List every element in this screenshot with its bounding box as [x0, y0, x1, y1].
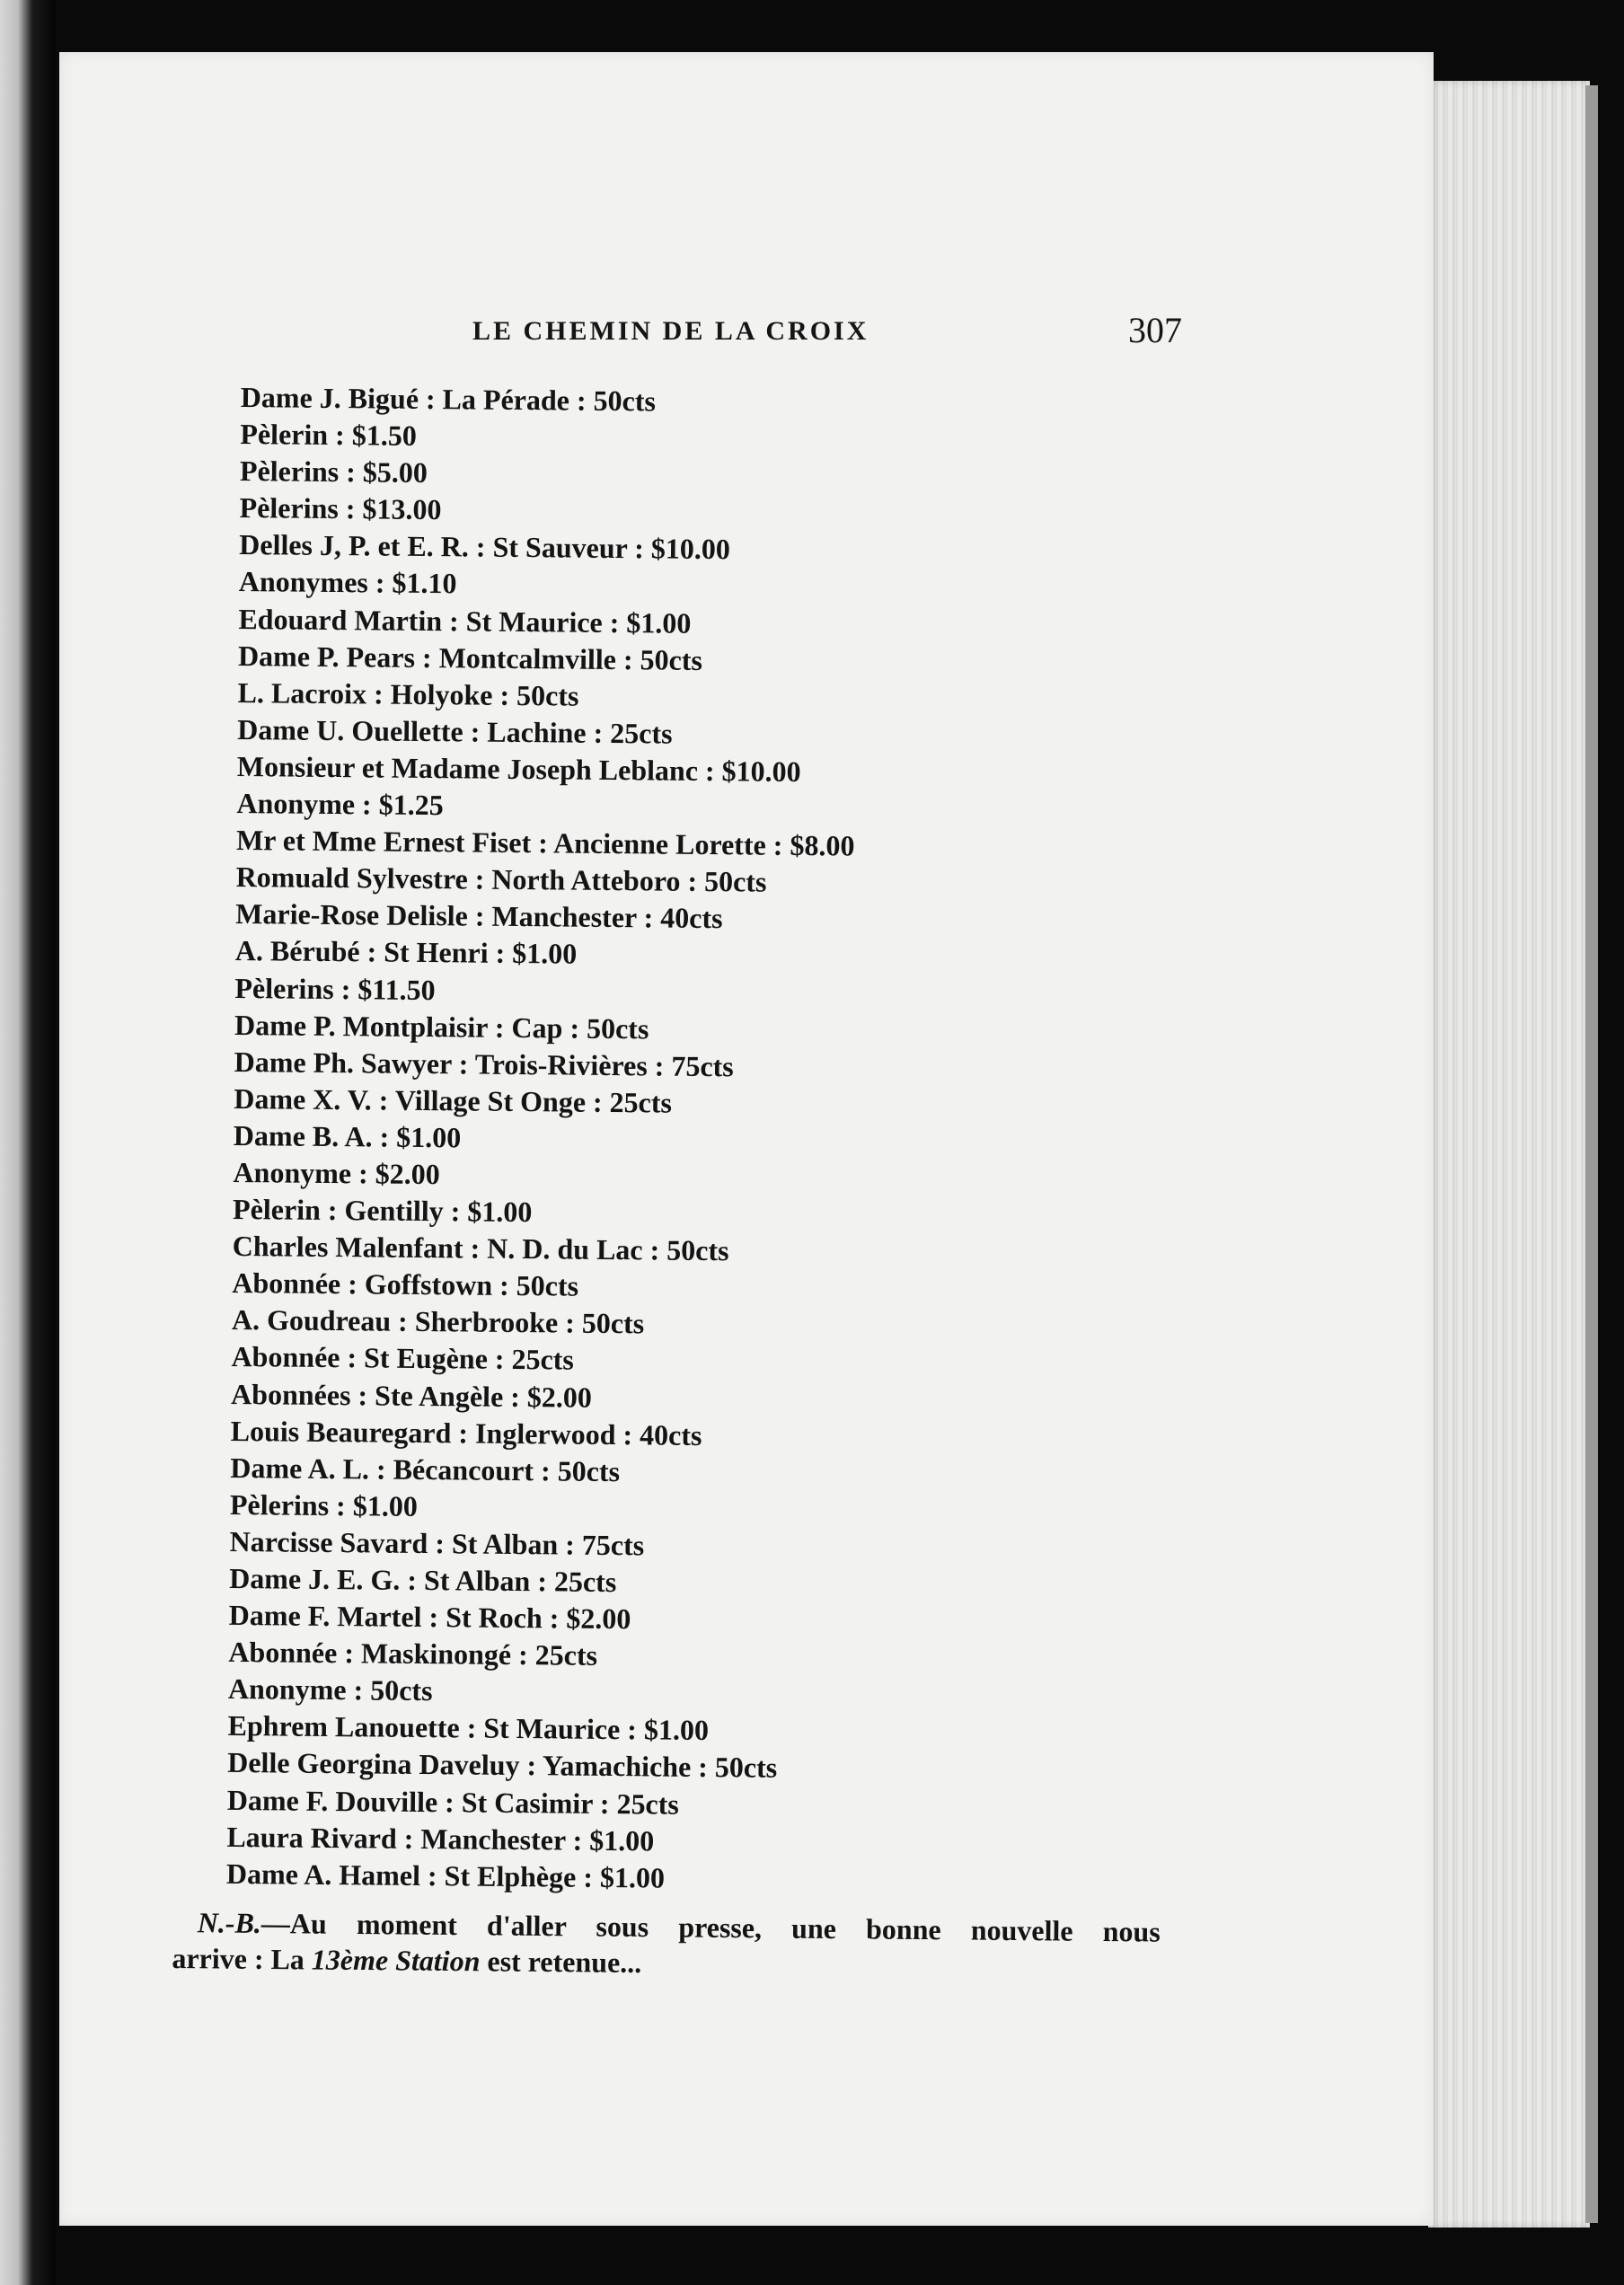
donor-entry: A. Bérubé : St Henri : $1.00 — [234, 934, 578, 971]
donor-entry: Dame F. Martel : St Roch : $2.00 — [228, 1599, 631, 1636]
donor-entry: Dame Ph. Sawyer : Trois-Rivières : 75cts — [234, 1045, 734, 1082]
donor-entry: Pèlerins : $5.00 — [239, 454, 428, 490]
donor-entry: Delle Georgina Daveluy : Yamachiche : 50cts — [227, 1746, 778, 1785]
donor-entry: Mr et Mme Ernest Fiset : Ancienne Lorette : $8.00 — [235, 824, 855, 862]
donor-entry: Romuald Sylvestre : North Atteboro : 50cts — [235, 860, 767, 898]
donor-entry: A. Goudreau : Sherbrooke : 50cts — [231, 1303, 645, 1340]
donor-entry: Dame A. Hamel : St Elphège : $1.00 — [225, 1857, 666, 1894]
donor-entry: Edouard Martin : St Maurice : $1.00 — [238, 602, 692, 640]
donor-entry: Anonymes : $1.10 — [238, 565, 457, 600]
donor-entry: Delles J, P. et E. R. : St Sauveur : $10.00 — [239, 528, 731, 566]
donor-entry: Monsieur et Madame Joseph Leblanc : $10.00 — [236, 749, 801, 788]
donor-entry: Narcisse Savard : St Alban : 75cts — [229, 1524, 645, 1562]
donor-entry: Abonnée : Maskinongé : 25cts — [228, 1636, 598, 1672]
donor-entry: Dame U. Ouellette : Lachine : 25cts — [237, 712, 673, 750]
donor-entry: Dame A. L. : Bécancourt : 50cts — [230, 1451, 621, 1487]
donor-entry: L. Lacroix : Holyoke : 50cts — [237, 675, 579, 712]
donor-entry: Dame J. Bigué : La Pérade : 50cts — [240, 380, 657, 418]
donor-entry: Anonyme : 50cts — [227, 1672, 433, 1707]
donor-entry: Pèlerins : $13.00 — [239, 491, 442, 526]
donor-entry: Anonyme : $2.00 — [233, 1155, 440, 1191]
running-head: LE CHEMIN DE LA CROIX — [472, 316, 869, 346]
donor-entry: Pèlerin : Gentilly : $1.00 — [232, 1193, 533, 1229]
book-edge-shadow — [1585, 85, 1598, 2223]
donor-entry: Pèlerins : $11.50 — [234, 971, 436, 1006]
donor-entry: Pèlerins : $1.00 — [229, 1487, 418, 1522]
donor-entry: Dame P. Montplaisir : Cap : 50cts — [234, 1008, 649, 1045]
donor-entry: Abonnée : St Eugène : 25cts — [231, 1340, 575, 1377]
note-text: —Au moment d'aller sous presse, une bonne nouvelle nous — [260, 1906, 1161, 1948]
donor-entry: Dame X. V. : Village St Onge : 25cts — [234, 1081, 673, 1119]
note-label: N.-B. — [197, 1906, 262, 1939]
donor-list — [226, 379, 860, 1898]
donor-entry: Abonnée : Goffstown : 50cts — [232, 1266, 579, 1302]
donor-entry: Dame J. E. G. : St Alban : 25cts — [229, 1561, 617, 1599]
donor-entry: Dame F. Douville : St Casimir : 25cts — [226, 1783, 680, 1821]
donor-entry: Abonnées : Ste Angèle : $2.00 — [230, 1377, 593, 1414]
donor-entry: Ephrem Lanouette : St Maurice : $1.00 — [227, 1709, 710, 1747]
donor-entry: Anonyme : $1.25 — [236, 787, 444, 822]
note-emphasis: 13ème Station — [311, 1943, 481, 1978]
note-suffix: est retenue... — [480, 1945, 642, 1980]
donor-entry: Dame P. Pears : Montcalmville : 50cts — [237, 639, 703, 676]
donor-entry: Charles Malenfant : N. D. du Lac : 50cts — [232, 1230, 729, 1267]
donor-entry: Marie-Rose Delisle : Manchester : 40cts — [235, 897, 723, 935]
donor-entry: Louis Beauregard : Inglerwood : 40cts — [230, 1414, 702, 1451]
page-stack-edge — [1428, 81, 1590, 2228]
page-number: 307 — [1128, 310, 1182, 350]
nota-bene — [172, 1904, 1161, 1986]
note-prefix: arrive : La — [172, 1941, 313, 1976]
donor-entry: Pèlerin : $1.50 — [240, 418, 417, 452]
page-header — [0, 310, 1624, 370]
donor-entry: Laura Rivard : Manchester : $1.00 — [226, 1820, 655, 1857]
donor-entry: Dame B. A. : $1.00 — [233, 1118, 462, 1154]
